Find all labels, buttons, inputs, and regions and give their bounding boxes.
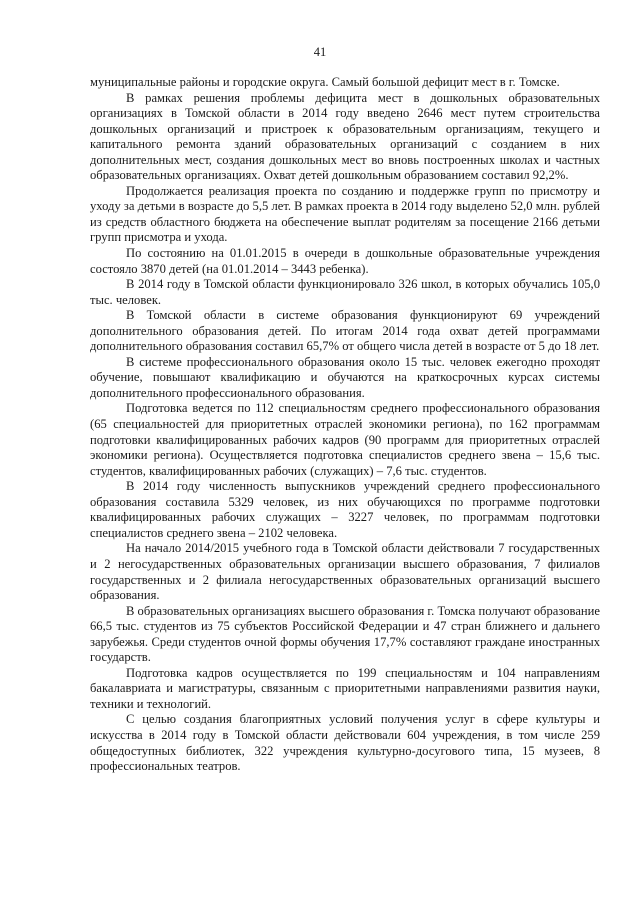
paragraph-6: В Томской области в системе образования функционируют 69 учреждений дополнительного образования детей. По итогам 2014 года охват детей программами дополнительного образования составил 65,7% от общего числа детей в возрасте от 5 до 18 лет. (90, 308, 600, 354)
paragraph-12: Подготовка кадров осуществляется по 199 специальностям и 104 направлениям бакалавриата и магистратуры, связанным с приоритетными направлениями развития науки, техники и технологий. (90, 665, 600, 711)
body-text (90, 75, 600, 775)
paragraph-2: В рамках решения проблемы дефицита мест в дошкольных образовательных организациях в Томской области в 2014 году введено 2646 мест путем строительства дошкольных организаций и пристроек к образовательным организациям, текущего и капитального ремонта зданий образовательных организаций с созданием в них дополнительных мест, создания дошкольных мест во вновь построенных школах и частных образовательных организациях. Охват детей дошкольным образованием составил 92,2%. (90, 90, 600, 183)
paragraph-10: На начало 2014/2015 учебного года в Томской области действовали 7 государственных и 2 негосударственных образовательных организации высшего образования, 7 филиалов государственных и 2 филиала негосударственных образовательных организаций высшего образования. (90, 541, 600, 603)
paragraph-5: В 2014 году в Томской области функционировало 326 школ, в которых обучались 105,0 тыс. человек. (90, 277, 600, 307)
paragraph-9: В 2014 году численность выпускников учреждений среднего профессионального образования составила 5329 человек, из них обучающихся по программе подготовки квалифицированных рабочих служащих – 3227 человек, по программам подготовки специалистов среднего звена – 2102 человека. (90, 479, 600, 540)
paragraph-11: В образовательных организациях высшего образования г. Томска получают образование 66,5 тыс. студентов из 75 субъектов Российской Федерации и 47 стран ближнего и дальнего зарубежья. Среди студентов очной формы обучения 17,7% составляют граждане иностранных государств. (90, 603, 600, 665)
paragraph-8: Подготовка ведется по 112 специальностям среднего профессионального образования (65 специальностей для приоритетных отраслей экономики региона), по 162 программам подготовки квалифицированных рабочих кадров (90 программ для приоритетных отраслей экономики региона). Осуществляется подготовка специалистов среднего звена – 15,6 тыс. студентов, квалифицированных рабочих (служащих) – 7,6 тыс. студентов. (90, 401, 600, 478)
paragraph-4: По состоянию на 01.01.2015 в очереди в дошкольные образовательные учреждения состояло 3870 детей (на 01.01.2014 – 3443 ребенка). (90, 246, 600, 276)
paragraph-7: В системе профессионального образования около 15 тыс. человек ежегодно проходят обучение, повышают квалификацию и обучаются на краткосрочных курсах системы дополнительного профессионального образования. (90, 354, 600, 400)
paragraph-1: муниципальные районы и городские округа. Самый большой дефицит мест в г. Томске. (90, 75, 560, 89)
page-number: 41 (313, 45, 327, 59)
paragraph-13: С целью создания благоприятных условий получения услуг в сфере культуры и искусства в 2014 году в Томской области действовали 604 учреждения, в том числе 259 общедоступных библиотек, 322 учреждения культурно-досугового типа, 15 музеев, 8 профессиональных театров. (90, 712, 600, 774)
paragraph-3: Продолжается реализация проекта по созданию и поддержке групп по присмотру и уходу за детьми в возрасте до 5,5 лет. В рамках проекта в 2014 году выделено 52,0 млн. рублей из средств областного бюджета на обеспечение выплат родителям за посещение 2166 детьми групп присмотра и ухода. (90, 183, 600, 245)
